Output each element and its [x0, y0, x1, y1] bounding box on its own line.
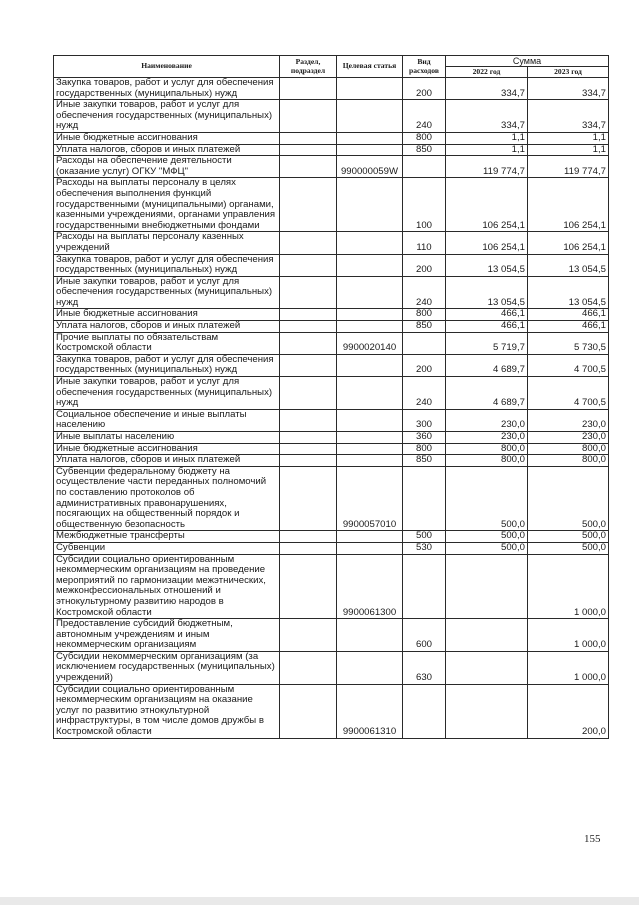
row-target [337, 354, 403, 376]
row-section [280, 455, 337, 467]
row-section [280, 100, 337, 133]
row-target: 9900020140 [337, 332, 403, 354]
row-section [280, 443, 337, 455]
header-year-2022: 2022 год [446, 67, 528, 78]
row-sum-2022: 500,0 [446, 466, 528, 531]
row-expense-type: 630 [403, 651, 446, 684]
row-sum-2022: 13 054,5 [446, 254, 528, 276]
row-name: Расходы на выплаты персоналу казенных учреждений [54, 232, 280, 254]
row-expense-type: 300 [403, 409, 446, 431]
row-sum-2022 [446, 651, 528, 684]
row-name: Субсидии некоммерческим организациям (за исключением государственных (муниципальных) учреждений) [54, 651, 280, 684]
table-row [54, 232, 609, 254]
table-row [54, 432, 609, 444]
row-sum-2023: 1 000,0 [528, 651, 609, 684]
row-target [337, 619, 403, 652]
row-sum-2023: 4 700,5 [528, 377, 609, 410]
row-sum-2022: 13 054,5 [446, 276, 528, 309]
row-name: Субсидии социально ориентированным некоммерческим организациям на проведение мероприятий по гармонизации межэтнических, межконфессиональных отношений и этнокультурному развитию народов в Костромской области [54, 554, 280, 619]
table-row [54, 651, 609, 684]
row-name: Субвенции федеральному бюджету на осуществление части переданных полномочий по составлению протоколов об административных правонарушениях, посягающих на общественный порядок и общественную безопасность [54, 466, 280, 531]
row-name: Иные бюджетные ассигнования [54, 309, 280, 321]
table-row [54, 542, 609, 554]
row-expense-type: 240 [403, 276, 446, 309]
row-name: Уплата налогов, сборов и иных платежей [54, 455, 280, 467]
table-row [54, 144, 609, 156]
row-target: 9900061300 [337, 554, 403, 619]
row-sum-2022: 500,0 [446, 531, 528, 543]
header-year-2023: 2023 год [528, 67, 609, 78]
scan-bottom-edge [0, 897, 639, 905]
row-name: Иные закупки товаров, работ и услуг для обеспечения государственных (муниципальных) нужд [54, 276, 280, 309]
row-target [337, 409, 403, 431]
table-row [54, 409, 609, 431]
row-section [280, 619, 337, 652]
table-row [54, 332, 609, 354]
row-sum-2022 [446, 619, 528, 652]
header-name: Наименование [54, 56, 280, 78]
row-section [280, 276, 337, 309]
row-section [280, 232, 337, 254]
row-name: Социальное обеспечение и иные выплаты населению [54, 409, 280, 431]
row-sum-2023: 13 054,5 [528, 254, 609, 276]
row-expense-type [403, 332, 446, 354]
row-expense-type: 800 [403, 443, 446, 455]
page-number: 155 [584, 833, 601, 845]
row-section [280, 377, 337, 410]
row-sum-2023: 800,0 [528, 443, 609, 455]
row-expense-type: 800 [403, 309, 446, 321]
row-sum-2022: 800,0 [446, 455, 528, 467]
header-sum: Сумма [446, 56, 609, 67]
row-section [280, 542, 337, 554]
row-target: 990000059W [337, 156, 403, 178]
row-expense-type: 850 [403, 321, 446, 333]
row-expense-type: 200 [403, 254, 446, 276]
row-name: Прочие выплаты по обязательствам Костромской области [54, 332, 280, 354]
row-sum-2022: 466,1 [446, 321, 528, 333]
row-sum-2023: 500,0 [528, 531, 609, 543]
row-target [337, 309, 403, 321]
row-sum-2022: 800,0 [446, 443, 528, 455]
row-target [337, 531, 403, 543]
header-expense-type: Вид расходов [403, 56, 446, 78]
row-sum-2023: 334,7 [528, 78, 609, 100]
row-sum-2023: 500,0 [528, 466, 609, 531]
table-row [54, 78, 609, 100]
row-sum-2023: 230,0 [528, 409, 609, 431]
row-sum-2022 [446, 684, 528, 738]
table-row [54, 309, 609, 321]
row-sum-2022: 119 774,7 [446, 156, 528, 178]
table-row [54, 354, 609, 376]
table-row [54, 100, 609, 133]
row-name: Иные бюджетные ассигнования [54, 132, 280, 144]
row-sum-2022: 106 254,1 [446, 178, 528, 232]
row-section [280, 409, 337, 431]
row-section [280, 332, 337, 354]
row-sum-2023: 500,0 [528, 542, 609, 554]
row-sum-2023: 1,1 [528, 132, 609, 144]
row-expense-type: 360 [403, 432, 446, 444]
row-name: Расходы на обеспечение деятельности (оказание услуг) ОГКУ "МФЦ" [54, 156, 280, 178]
row-sum-2022: 5 719,7 [446, 332, 528, 354]
row-target [337, 276, 403, 309]
row-expense-type [403, 156, 446, 178]
row-sum-2023: 5 730,5 [528, 332, 609, 354]
row-expense-type [403, 684, 446, 738]
table-row [54, 377, 609, 410]
row-name: Закупка товаров, работ и услуг для обеспечения государственных (муниципальных) нужд [54, 78, 280, 100]
row-expense-type: 240 [403, 377, 446, 410]
row-name: Уплата налогов, сборов и иных платежей [54, 321, 280, 333]
row-section [280, 78, 337, 100]
row-target [337, 132, 403, 144]
row-section [280, 432, 337, 444]
row-section [280, 466, 337, 531]
row-target [337, 443, 403, 455]
row-section [280, 684, 337, 738]
header-target: Целевая статья [337, 56, 403, 78]
row-target [337, 377, 403, 410]
row-sum-2022: 4 689,7 [446, 354, 528, 376]
row-target [337, 321, 403, 333]
row-name: Иные закупки товаров, работ и услуг для обеспечения государственных (муниципальных) нужд [54, 377, 280, 410]
row-section [280, 531, 337, 543]
row-target [337, 432, 403, 444]
row-target [337, 254, 403, 276]
row-sum-2023: 466,1 [528, 309, 609, 321]
row-expense-type: 850 [403, 144, 446, 156]
row-sum-2023: 4 700,5 [528, 354, 609, 376]
row-section [280, 309, 337, 321]
table-row [54, 276, 609, 309]
row-section [280, 132, 337, 144]
row-expense-type: 600 [403, 619, 446, 652]
row-sum-2022: 106 254,1 [446, 232, 528, 254]
row-target [337, 78, 403, 100]
row-expense-type: 200 [403, 78, 446, 100]
row-section [280, 321, 337, 333]
row-sum-2022 [446, 554, 528, 619]
row-expense-type: 500 [403, 531, 446, 543]
row-sum-2023: 106 254,1 [528, 232, 609, 254]
row-section [280, 156, 337, 178]
row-sum-2023: 800,0 [528, 455, 609, 467]
row-sum-2023: 106 254,1 [528, 178, 609, 232]
row-name: Субвенции [54, 542, 280, 554]
row-sum-2023: 200,0 [528, 684, 609, 738]
row-sum-2023: 334,7 [528, 100, 609, 133]
row-name: Иные выплаты населению [54, 432, 280, 444]
row-name: Субсидии социально ориентированным некоммерческим организациям на оказание услуг по развитию этнокультурной инфраструктуры, в том числе домов дружбы в Костромской области [54, 684, 280, 738]
row-expense-type [403, 554, 446, 619]
row-name: Закупка товаров, работ и услуг для обеспечения государственных (муниципальных) нужд [54, 254, 280, 276]
row-sum-2023: 1,1 [528, 144, 609, 156]
row-sum-2022: 500,0 [446, 542, 528, 554]
row-target [337, 651, 403, 684]
row-target [337, 100, 403, 133]
table-row [54, 132, 609, 144]
row-section [280, 178, 337, 232]
row-expense-type: 240 [403, 100, 446, 133]
row-section [280, 254, 337, 276]
table-row [54, 531, 609, 543]
row-name: Иные бюджетные ассигнования [54, 443, 280, 455]
row-sum-2023: 1 000,0 [528, 619, 609, 652]
row-sum-2022: 1,1 [446, 132, 528, 144]
table-row [54, 443, 609, 455]
table-row [54, 466, 609, 531]
row-name: Расходы на выплаты персоналу в целях обеспечения выполнения функций государственными (муниципальными) органами, казенными учреждениями, органами управления государственными внебюджетными фондами [54, 178, 280, 232]
table-body [54, 78, 609, 739]
table-row [54, 684, 609, 738]
row-name: Уплата налогов, сборов и иных платежей [54, 144, 280, 156]
table-row [54, 619, 609, 652]
row-expense-type: 850 [403, 455, 446, 467]
row-target: 9900057010 [337, 466, 403, 531]
table-row [54, 254, 609, 276]
row-sum-2022: 4 689,7 [446, 377, 528, 410]
row-expense-type: 800 [403, 132, 446, 144]
row-name: Закупка товаров, работ и услуг для обеспечения государственных (муниципальных) нужд [54, 354, 280, 376]
table-row [54, 156, 609, 178]
row-sum-2022: 230,0 [446, 432, 528, 444]
row-section [280, 554, 337, 619]
row-sum-2022: 1,1 [446, 144, 528, 156]
row-sum-2023: 230,0 [528, 432, 609, 444]
row-sum-2022: 230,0 [446, 409, 528, 431]
row-target [337, 232, 403, 254]
row-expense-type: 200 [403, 354, 446, 376]
table-row [54, 455, 609, 467]
row-expense-type [403, 466, 446, 531]
row-expense-type: 110 [403, 232, 446, 254]
row-sum-2023: 119 774,7 [528, 156, 609, 178]
row-name: Иные закупки товаров, работ и услуг для обеспечения государственных (муниципальных) нужд [54, 100, 280, 133]
row-name: Предоставление субсидий бюджетным, автономным учреждениям и иным некоммерческим организациям [54, 619, 280, 652]
table-row [54, 321, 609, 333]
table-row [54, 554, 609, 619]
budget-table [53, 55, 609, 739]
row-sum-2022: 466,1 [446, 309, 528, 321]
table-row [54, 178, 609, 232]
row-expense-type: 530 [403, 542, 446, 554]
row-section [280, 651, 337, 684]
row-sum-2022: 334,7 [446, 78, 528, 100]
row-target: 9900061310 [337, 684, 403, 738]
row-target [337, 455, 403, 467]
row-target [337, 542, 403, 554]
row-sum-2022: 334,7 [446, 100, 528, 133]
row-expense-type: 100 [403, 178, 446, 232]
row-target [337, 178, 403, 232]
row-section [280, 354, 337, 376]
row-section [280, 144, 337, 156]
row-sum-2023: 466,1 [528, 321, 609, 333]
row-sum-2023: 13 054,5 [528, 276, 609, 309]
row-sum-2023: 1 000,0 [528, 554, 609, 619]
header-section: Раздел, подраздел [280, 56, 337, 78]
row-target [337, 144, 403, 156]
row-name: Межбюджетные трансферты [54, 531, 280, 543]
